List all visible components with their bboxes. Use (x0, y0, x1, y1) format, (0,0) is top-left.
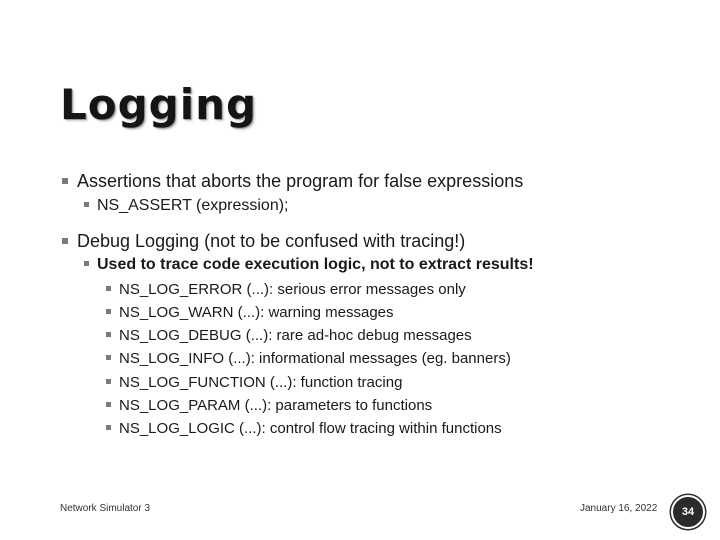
bullet-text: NS_LOG_FUNCTION (...): function tracing (119, 374, 403, 391)
bullet-item (106, 327, 472, 344)
bullet-text: NS_LOG_INFO (...): informational messages (eg. banners) (119, 350, 511, 367)
bullet-text: Assertions that aborts the program for false expressions (77, 171, 524, 191)
bullet-text: NS_LOG_DEBUG (...): rare ad-hoc debug messages (119, 327, 472, 344)
bullet-text: Used to trace code execution logic, not to extract results! (97, 256, 534, 273)
bullet-text: NS_ASSERT (expression); (97, 197, 289, 214)
square-bullet-icon (84, 202, 89, 207)
square-bullet-icon (106, 355, 111, 360)
bullet-text: NS_LOG_LOGIC (...): control flow tracing within functions (119, 420, 502, 437)
bullet-item (106, 420, 502, 437)
square-bullet-icon (62, 238, 68, 244)
slide-title: Logging (60, 80, 258, 129)
bullet-item (106, 350, 511, 367)
bullet-item (84, 256, 534, 274)
square-bullet-icon (106, 402, 111, 407)
square-bullet-icon (84, 261, 89, 266)
bullet-item (106, 397, 432, 414)
square-bullet-icon (106, 332, 111, 337)
footer-title: Network Simulator 3 (60, 503, 151, 514)
bullet-text: NS_LOG_WARN (...): warning messages (119, 304, 394, 321)
footer-date: January 16, 2022 (580, 503, 658, 514)
bullet-text: Debug Logging (not to be confused with tracing!) (77, 231, 466, 251)
bullet-item (62, 231, 465, 252)
bullet-item (106, 304, 394, 321)
bullet-item (106, 374, 402, 391)
square-bullet-icon (106, 379, 111, 384)
square-bullet-icon (62, 178, 68, 184)
bullet-item (62, 171, 523, 192)
square-bullet-icon (106, 286, 111, 291)
bullet-text: NS_LOG_ERROR (...): serious error messages only (119, 281, 466, 298)
bullet-item (106, 281, 466, 298)
page-number-badge: 34 (671, 495, 705, 529)
square-bullet-icon (106, 309, 111, 314)
bullet-text: NS_LOG_PARAM (...): parameters to functions (119, 397, 433, 414)
bullet-item (84, 197, 288, 215)
square-bullet-icon (106, 425, 111, 430)
